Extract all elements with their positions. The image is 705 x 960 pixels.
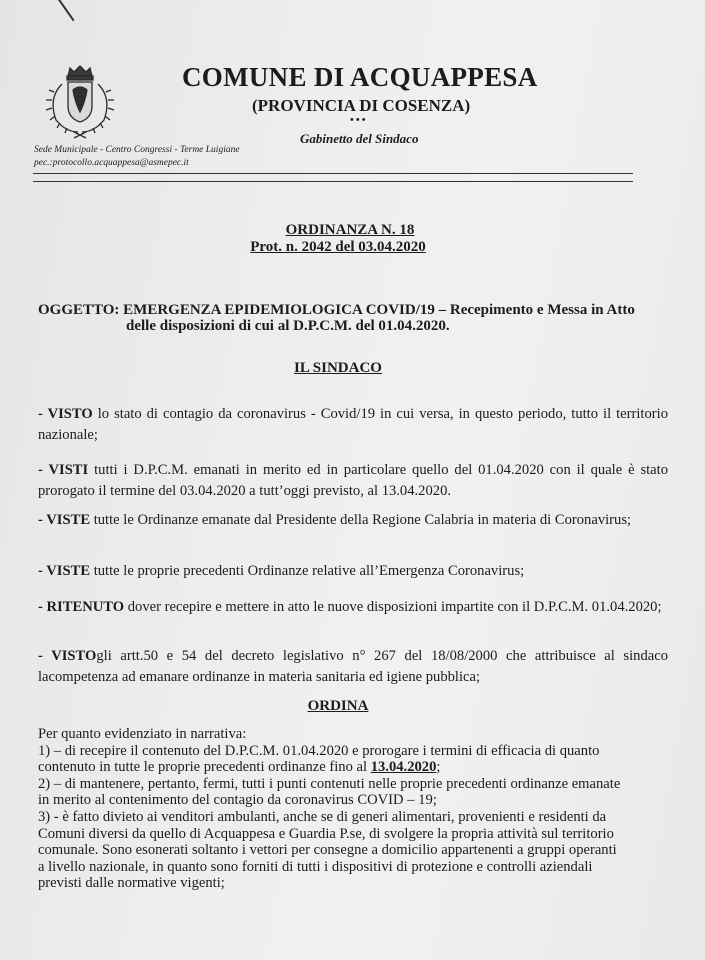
ornament-dots: •••	[350, 114, 368, 126]
premise-keyword: - VISTE	[38, 512, 91, 528]
deadline-suffix: ;	[436, 759, 441, 776]
office-label: Gabinetto del Sindaco	[300, 131, 419, 146]
premise-keyword: - VISTE	[38, 563, 91, 579]
pen-mark	[58, 0, 75, 21]
ordina-line: Comuni diversi da quello di Acquappesa e Guardia P.se, di svolgere la propria attività sul territorio	[38, 825, 614, 842]
premise-text: dover recepire e mettere in atto le nuove disposizioni impartite con il D.P.C.M. 01.04.2020;	[124, 599, 662, 615]
ordina-line: comunale. Sono esonerati soltanto i vettori per consegne a domicilio appartenenti a gruppi operanti	[38, 842, 617, 859]
subject-line-1: OGGETTO: EMERGENZA EPIDEMIOLOGICA COVID/19 – Recepimento e Messa in Atto	[38, 302, 635, 318]
header-divider	[33, 173, 633, 182]
premise-viste-ordinanze	[38, 561, 668, 582]
premise-visto-artt	[38, 646, 668, 688]
ordina-line: a livello nazionale, in quanto sono forniti di tutti i dispositivi di protezione e controlli aziendali	[38, 858, 593, 875]
ordina-line: 1) – di recepire il contenuto del D.P.C.M. 01.04.2020 e prorogare i termini di efficacia di quanto	[38, 742, 600, 759]
ordina-line: previsti dalle normative vigenti;	[38, 875, 225, 892]
ordina-line	[38, 759, 668, 776]
province-subtitle: (PROVINCIA DI COSENZA)	[252, 96, 471, 115]
premise-keyword: - VISTO	[38, 406, 93, 422]
premise-keyword: - VISTO	[38, 648, 97, 664]
ordina-line-text: contenuto in tutte le proprie precedenti ordinanze fino al	[38, 759, 371, 776]
municipality-title: COMUNE DI ACQUAPPESA	[182, 62, 538, 92]
premise-keyword: - VISTI	[38, 462, 89, 478]
ordina-heading: ORDINA	[307, 698, 369, 714]
coat-of-arms-icon	[40, 62, 120, 144]
ordina-line: 3) - è fatto divieto ai venditori ambulanti, anche se di generi alimentari, provenienti e residenti da	[38, 808, 607, 825]
premise-text: tutte le Ordinanze emanate dal Presidente della Regione Calabria in materia di Coronavirus;	[90, 512, 632, 528]
sindaco-heading: IL SINDACO	[294, 360, 382, 376]
address-line: Sede Municipale - Centro Congressi - Terme Luigiane	[34, 145, 240, 155]
premise-visti	[38, 460, 668, 502]
ordina-line: in merito al contenimento del contagio da coronavirus COVID – 19;	[38, 792, 437, 809]
ordina-list	[38, 726, 668, 892]
premise-text: tutte le proprie precedenti Ordinanze relative all’Emergenza Coronavirus;	[90, 563, 525, 579]
premise-visto	[38, 404, 668, 446]
pec-address: pec.:protocollo.acquappesa@asmepec.it	[34, 158, 189, 168]
protocol-number: Prot. n. 2042 del 03.04.2020	[250, 239, 426, 255]
premise-text: tutti i D.P.C.M. emanati in merito ed in particolare quello del 01.04.2020 con il quale è stato prorogato il termine del 03.04.2020 a tutt’oggi previsto, al 13.04.2020.	[38, 462, 669, 499]
premise-text: gli artt.50 e 54 del decreto legislativo n° 267 del 18/08/2000 che attribuisce al sindaco lacompetenza ad emanare ordinanze in materia sanitaria ed igiene pubblica;	[38, 648, 668, 685]
deadline-date: 13.04.2020	[370, 759, 437, 776]
premise-ritenuto	[38, 597, 668, 618]
premise-viste-regione	[38, 510, 668, 531]
premise-text: lo stato di contagio da coronavirus - Covid/19 in cui versa, in questo periodo, tutto il territorio nazionale;	[38, 406, 668, 443]
ordina-line: 2) – di mantenere, pertanto, fermi, tutti i punti contenuti nelle proprie precedenti ordinanze emanate	[38, 775, 621, 792]
ordina-intro: Per quanto evidenziato in narrativa:	[38, 726, 247, 742]
premise-keyword: - RITENUTO	[38, 599, 125, 615]
ordinance-number: ORDINANZA N. 18	[285, 222, 415, 238]
subject-line-2: delle disposizioni di cui al D.P.C.M. del 01.04.2020.	[126, 318, 450, 334]
